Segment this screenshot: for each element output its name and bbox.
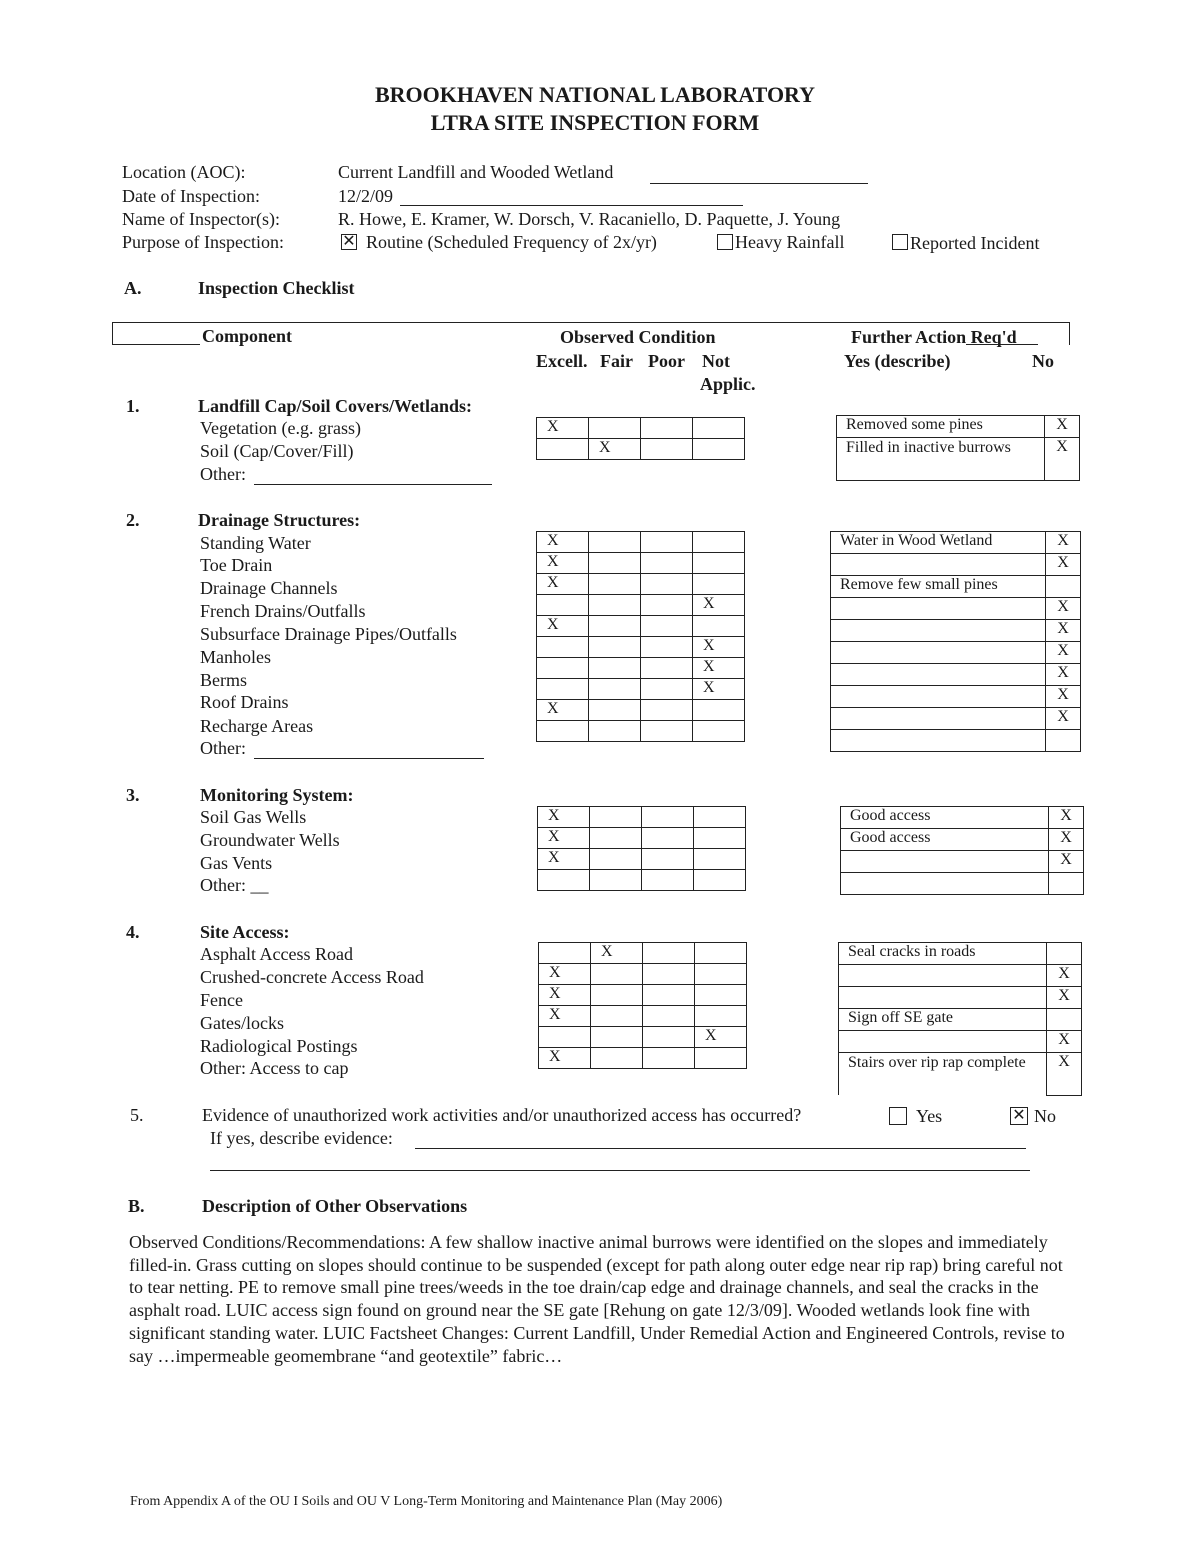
table-row: X bbox=[537, 637, 745, 658]
table-row: X bbox=[538, 828, 746, 849]
table-row: X bbox=[831, 642, 1081, 664]
item-other-2: Other: bbox=[200, 738, 246, 758]
table-row: X bbox=[537, 679, 745, 700]
table-row: Seal cracks in roads bbox=[839, 943, 1082, 965]
item5-question: Evidence of unauthorized work activities and/or unauthorized access has occurred? bbox=[202, 1105, 802, 1125]
table-row: X bbox=[831, 686, 1081, 708]
table-row: X bbox=[539, 1027, 747, 1048]
item-soil-gas-wells: Soil Gas Wells bbox=[200, 807, 307, 827]
col-component: Component bbox=[202, 326, 293, 346]
table-row: X bbox=[538, 807, 746, 828]
table-row bbox=[841, 873, 1084, 895]
table-row: Good access X bbox=[841, 829, 1084, 851]
header-underline-left bbox=[112, 344, 200, 345]
describe-underline-2 bbox=[210, 1170, 1030, 1171]
item-manholes: Manholes bbox=[200, 647, 271, 667]
sub-poor: Poor bbox=[648, 351, 685, 371]
table-row: X bbox=[537, 418, 745, 439]
table-row: X bbox=[831, 664, 1081, 686]
table-row: X bbox=[539, 1048, 747, 1069]
table-row: X bbox=[537, 553, 745, 574]
observed-grid-4 bbox=[538, 942, 747, 1069]
action-grid-2 bbox=[830, 531, 1081, 752]
sub-not: Not bbox=[702, 351, 730, 371]
inspectors-label: Name of Inspector(s): bbox=[122, 209, 280, 229]
table-row: X bbox=[839, 987, 1082, 1009]
item-vegetation: Vegetation (e.g. grass) bbox=[200, 418, 361, 438]
item-berms: Berms bbox=[200, 670, 247, 690]
item-standing-water: Standing Water bbox=[200, 533, 311, 553]
item-drainage-channels: Drainage Channels bbox=[200, 578, 338, 598]
table-row: X bbox=[839, 1031, 1082, 1053]
table-row: X bbox=[841, 851, 1084, 873]
footer-note: From Appendix A of the OU I Soils and OU V Long-Term Monitoring and Maintenance Plan (May 2006) bbox=[130, 1494, 723, 1509]
inspectors-value: R. Howe, E. Kramer, W. Dorsch, V. Racaniello, D. Paquette, J. Young bbox=[338, 209, 841, 229]
item-other-1: Other: bbox=[200, 464, 246, 484]
table-row: X bbox=[537, 700, 745, 721]
item-gates-locks: Gates/locks bbox=[200, 1013, 284, 1033]
table-row: Remove few small pines bbox=[831, 576, 1081, 598]
item-soil: Soil (Cap/Cover/Fill) bbox=[200, 441, 354, 461]
item5-yes-label: Yes bbox=[916, 1106, 943, 1126]
reported-incident-checkbox[interactable] bbox=[892, 234, 908, 250]
table-row bbox=[537, 721, 745, 742]
item5-no-label: No bbox=[1034, 1106, 1056, 1126]
group2-num: 2. bbox=[126, 510, 140, 530]
item-gas-vents: Gas Vents bbox=[200, 853, 273, 873]
group4-title: Site Access: bbox=[200, 922, 290, 942]
item5-describe-label: If yes, describe evidence: bbox=[210, 1128, 393, 1148]
sub-yes: Yes (describe) bbox=[844, 351, 951, 371]
group2-title: Drainage Structures: bbox=[198, 510, 361, 530]
table-row: Stairs over rip rap complete X bbox=[839, 1053, 1082, 1096]
item-subsurface-drainage: Subsurface Drainage Pipes/Outfalls bbox=[200, 624, 457, 644]
group3-num: 3. bbox=[126, 785, 140, 805]
item-groundwater-wells: Groundwater Wells bbox=[200, 830, 340, 850]
observed-grid-1 bbox=[536, 417, 745, 460]
table-row: X bbox=[539, 964, 747, 985]
table-row: X bbox=[831, 620, 1081, 642]
table-row: X bbox=[539, 943, 747, 964]
date-label: Date of Inspection: bbox=[122, 186, 260, 206]
sub-no: No bbox=[1032, 351, 1054, 371]
group4-num: 4. bbox=[126, 922, 140, 942]
location-underline bbox=[650, 183, 868, 184]
item-recharge-areas: Recharge Areas bbox=[200, 716, 314, 736]
date-underline bbox=[400, 205, 743, 206]
table-row: Water in Wood Wetland X bbox=[831, 532, 1081, 554]
table-row: X bbox=[537, 658, 745, 679]
observed-grid-2 bbox=[536, 531, 745, 742]
section-a-title: Inspection Checklist bbox=[198, 278, 355, 298]
table-row: X bbox=[537, 439, 745, 460]
item-other-access-cap: Other: Access to cap bbox=[200, 1058, 349, 1078]
table-row: Good access X bbox=[841, 807, 1084, 829]
heavy-rainfall-checkbox[interactable] bbox=[717, 234, 733, 250]
routine-checkbox[interactable]: ✕ bbox=[342, 233, 356, 250]
group1-title: Landfill Cap/Soil Covers/Wetlands: bbox=[198, 396, 473, 416]
item5-num: 5. bbox=[130, 1105, 144, 1125]
group3-title: Monitoring System: bbox=[200, 785, 354, 805]
location-value: Current Landfill and Wooded Wetland bbox=[338, 162, 614, 182]
form-title-line1: BROOKHAVEN NATIONAL LABORATORY bbox=[374, 82, 816, 107]
table-row: X bbox=[538, 849, 746, 870]
sub-fair: Fair bbox=[600, 351, 633, 371]
table-row: X bbox=[839, 965, 1082, 987]
item-toe-drain: Toe Drain bbox=[200, 555, 273, 575]
sub-applic: Applic. bbox=[700, 374, 756, 394]
group1-num: 1. bbox=[126, 396, 140, 416]
date-value: 12/2/09 bbox=[338, 186, 394, 206]
table-row: Removed some pines X bbox=[837, 416, 1080, 438]
observed-grid-3 bbox=[537, 806, 746, 891]
table-row: X bbox=[537, 595, 745, 616]
other-2-underline bbox=[254, 758, 484, 759]
reported-incident-label: Reported Incident bbox=[910, 233, 1040, 253]
purpose-label: Purpose of Inspection: bbox=[122, 232, 284, 252]
table-row: X bbox=[537, 574, 745, 595]
table-row: X bbox=[539, 1006, 747, 1027]
action-grid-1 bbox=[836, 415, 1080, 481]
table-row: X bbox=[537, 532, 745, 553]
section-b-letter: B. bbox=[128, 1196, 145, 1216]
table-row: X bbox=[539, 985, 747, 1006]
table-row bbox=[538, 870, 746, 891]
item5-no-checkbox[interactable]: ✕ bbox=[1010, 1107, 1028, 1125]
sub-excell: Excell. bbox=[536, 351, 588, 371]
table-row: X bbox=[537, 616, 745, 637]
table-row: X bbox=[831, 598, 1081, 620]
table-row: X bbox=[831, 708, 1081, 730]
form-title-line2: LTRA SITE INSPECTION FORM bbox=[430, 110, 760, 135]
item-roof-drains: Roof Drains bbox=[200, 692, 289, 712]
item-crushed-concrete-road: Crushed-concrete Access Road bbox=[200, 967, 424, 987]
item-fence: Fence bbox=[200, 990, 243, 1010]
section-a-letter: A. bbox=[124, 278, 142, 298]
action-grid-3 bbox=[840, 806, 1084, 895]
item-asphalt-road: Asphalt Access Road bbox=[200, 944, 353, 964]
item-french-drains: French Drains/Outfalls bbox=[200, 601, 366, 621]
table-row: Sign off SE gate bbox=[839, 1009, 1082, 1031]
col-further: Further Action Req'd bbox=[851, 327, 1017, 347]
item-other-3: Other: __ bbox=[200, 875, 269, 895]
table-row: Filled in inactive burrows X bbox=[837, 438, 1080, 481]
table-row bbox=[831, 730, 1081, 752]
describe-underline-1 bbox=[415, 1148, 1026, 1149]
heavy-rainfall-label: Heavy Rainfall bbox=[735, 232, 845, 252]
location-label: Location (AOC): bbox=[122, 162, 246, 182]
item-radiological-postings: Radiological Postings bbox=[200, 1036, 358, 1056]
observations-text: Observed Conditions/Recommendations: A few shallow inactive animal burrows were identified on the slopes and immediately filled-in. Grass cutting on slopes should continue to be suspended (except for path along outer edge near rip rap) bring careful not to tear netting. PE to remove small pine trees/weeds in the toe drain/cap edge and drainage channels, and seal the cracks in the asphalt road. LUIC access sign found on ground near the SE gate [Rehung on gate 12/3/09]. Wooded wetlands look fine with significant standing water. LUIC Factsheet Changes: Current Landfill, Under Remedial Action and Engineered Controls, revise to say …impermeable geomembrane “and geotextile” fabric… bbox=[129, 1232, 1065, 1366]
col-observed: Observed Condition bbox=[560, 327, 716, 347]
item5-yes-checkbox[interactable] bbox=[889, 1107, 907, 1125]
table-row: X bbox=[831, 554, 1081, 576]
other-1-underline bbox=[254, 484, 492, 485]
routine-label: Routine (Scheduled Frequency of 2x/yr) bbox=[366, 232, 657, 252]
section-b-title: Description of Other Observations bbox=[202, 1196, 468, 1216]
action-grid-4 bbox=[838, 942, 1082, 1096]
